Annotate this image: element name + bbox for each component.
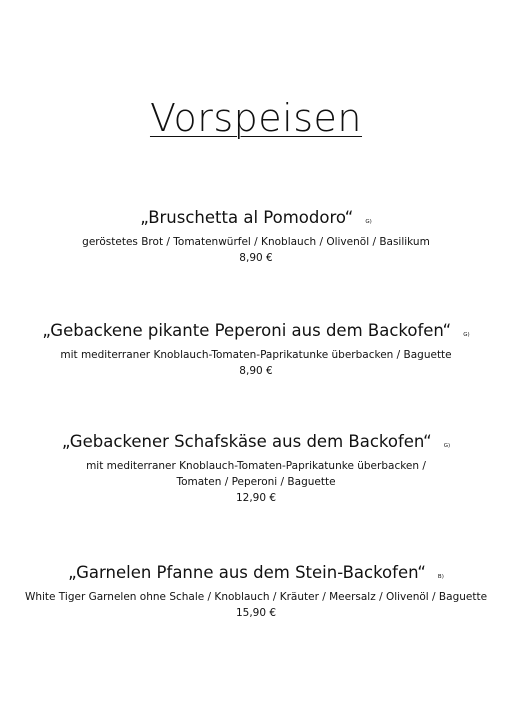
item-description [0,347,512,363]
item-description [0,589,512,605]
item-price: 12,90 € [235,492,277,504]
item-name-row [0,208,512,232]
item-price: 8,90 € [239,365,273,377]
page-title: Vorspeisen [149,96,363,140]
item-description-line: mit mediterraner Knoblauch-Tomaten-Paprikatunke überbacken / [86,460,426,472]
item-name: „Gebackener Schafskäse aus dem Backofen“ [61,432,432,451]
item-name: „Garnelen Pfanne aus dem Stein-Backofen“ [68,563,426,582]
menu-item-peperoni [0,321,512,379]
allergen-code: G) [463,332,470,338]
item-price: 15,90 € [235,607,277,619]
item-name: „Gebackene pikante Peperoni aus dem Backofen“ [42,321,452,340]
allergen-code: G) [443,443,451,449]
item-name: „Bruschetta al Pomodoro“ [140,208,354,227]
item-description-line: geröstetes Brot / Tomatenwürfel / Knoblauch / Olivenöl / Basilikum [82,236,430,248]
item-name-row [0,563,512,587]
item-name-row [0,321,512,345]
menu-item-bruschetta [0,208,512,266]
item-description-line: Tomaten / Peperoni / Baguette [176,476,336,488]
item-price: 8,90 € [239,252,273,264]
item-description [0,234,512,250]
allergen-code: B) [437,574,444,580]
item-description-line: White Tiger Garnelen ohne Schale / Knoblauch / Kräuter / Meersalz / Olivenöl / Baguette [24,591,488,603]
item-description [0,458,512,490]
allergen-code: G) [365,219,372,225]
item-description-line: mit mediterraner Knoblauch-Tomaten-Paprikatunke überbacken / Baguette [60,349,452,361]
menu-item-garnelen [0,563,512,621]
menu-item-schafskaese [0,432,512,506]
item-name-row [0,432,512,456]
